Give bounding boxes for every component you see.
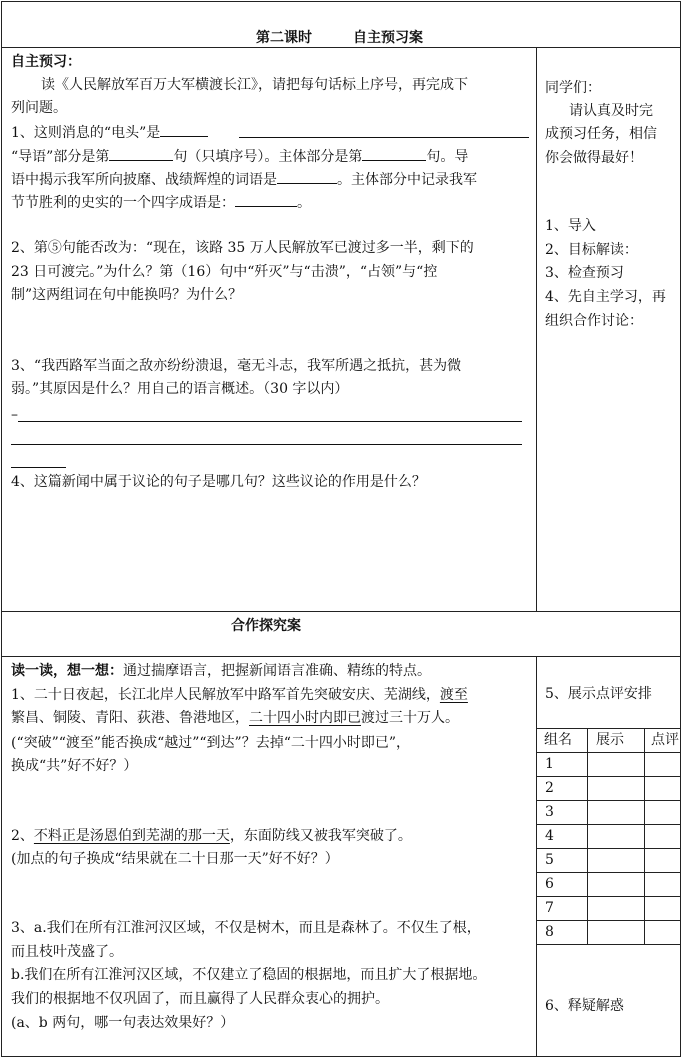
row-divider-3 <box>1 656 681 657</box>
item-3-line5: (a、b 两句，哪一句表达效果好？） <box>11 1015 235 1031</box>
answer-dash: – <box>11 407 18 423</box>
question-1-line2 <box>11 145 468 168</box>
sidebar-text-line2: 成预习任务，相信 <box>545 126 657 142</box>
question-1-text-c: 句（只填序号）。主体部分是第 <box>173 149 363 165</box>
sidebar-greeting: 同学们： <box>545 80 601 96</box>
item-1-underlined-a: 渡至 <box>439 687 468 703</box>
question-4: 4、这篇新闻中属于议论的句子是哪几句？这些议论的作用是什么？ <box>11 474 426 490</box>
question-3-line1: 3、“我西路军当面之敌亦纷纷溃退，毫无斗志，我军所遇之抵抗，甚为微 <box>11 358 462 374</box>
table-line <box>536 800 681 801</box>
item-1-line4: 换成“共”好不好？） <box>11 758 138 774</box>
table-row-group: 4 <box>545 828 554 844</box>
coop-heading-rest: 通过揣摩语言，把握新闻语言准确、精练的特点。 <box>123 663 431 679</box>
telegraph-head-long-blank[interactable] <box>239 137 529 138</box>
table-line <box>536 824 681 825</box>
group-table <box>536 728 681 946</box>
question-1-line3 <box>11 168 477 191</box>
step-3: 3、检查预习 <box>545 265 624 281</box>
table-line <box>536 920 681 921</box>
item-1-line3: (“突破”“渡至”能否换成“越过”“到达”？去掉“二十四小时即已”， <box>11 735 411 751</box>
item-3-line2: 而且枝叶茂盛了。 <box>11 944 123 960</box>
section-title-coop: 合作探究案 <box>231 618 301 634</box>
sidebar-text-line1: 请认真及时完 <box>569 103 653 119</box>
question-2-line3: 制”这两组词在句中能换吗？为什么？ <box>11 287 243 303</box>
border-left <box>1 1 2 1057</box>
table-line-bottom <box>536 944 681 945</box>
lesson-label: 第二课时 <box>256 30 312 46</box>
table-col-line-1 <box>587 728 588 945</box>
item-3-line4: 我们的根据地不仅巩固了，而且赢得了人民群众衷心的拥护。 <box>11 991 389 1007</box>
question-1-text-d: 句。导 <box>426 149 469 165</box>
item-2-text-c: ，东面防线又被我军突破了。 <box>229 828 412 844</box>
worksheet <box>1 1 681 1057</box>
step-6: 6、释疑解惑 <box>545 998 624 1014</box>
table-line <box>536 848 681 849</box>
table-line <box>536 776 681 777</box>
row-divider-2 <box>1 611 681 612</box>
step-4-line1: 4、先自主学习，再 <box>545 289 666 305</box>
table-row-group: 1 <box>545 756 554 772</box>
question-1-text-a: 1、这则消息的“电头”是 <box>11 125 161 141</box>
lead-words-blank[interactable] <box>277 168 337 184</box>
item-3-line3: b.我们在所有江淮河汉区域，不仅建立了稳固的根据地，而且扩大了根据地。 <box>11 967 487 983</box>
coop-heading <box>11 660 431 682</box>
item-2-underlined: 不料正是汤恩伯到芜湖的那一天 <box>33 828 230 844</box>
table-header-review-text: 点评 <box>651 732 679 748</box>
item-1-text-c: 渡过三十万人。 <box>361 710 459 726</box>
table-header-review <box>651 729 680 751</box>
table-line <box>536 752 681 753</box>
telegraph-head-blank[interactable] <box>160 121 208 137</box>
item-1-line1 <box>11 684 468 706</box>
item-1-line2 <box>11 707 459 729</box>
item-1-text-b: 繁昌、铜陵、青阳、荻港、鲁港地区， <box>11 710 249 726</box>
preview-intro-line1: 读《人民解放军百万大军横渡长江》，请把每句话标上序号，再完成下 <box>41 77 468 93</box>
table-line <box>536 896 681 897</box>
table-row-group: 2 <box>545 780 554 796</box>
question-1-text-b: “导语”部分是第 <box>11 149 110 165</box>
table-line <box>536 872 681 873</box>
item-2-text-a: 2、 <box>11 828 34 844</box>
column-divider-top <box>536 47 537 612</box>
preview-intro-line2: 列问题。 <box>11 100 67 116</box>
item-1-text-a: 1、二十日夜起，长江北岸人民解放军中路军首先突破安庆、芜湖线， <box>11 687 440 703</box>
table-row-group: 3 <box>545 804 554 820</box>
question-2-line2: 23 日可渡完。”为什么？第（16）句中“歼灭”与“击溃”，“占领”与“控 <box>11 264 438 280</box>
answer-line-3[interactable] <box>11 467 66 468</box>
item-1-underlined-b: 二十四小时内即已 <box>249 710 361 726</box>
step-2: 2、目标解读： <box>545 242 638 258</box>
table-header-group: 组名 <box>544 732 572 748</box>
table-row-group: 6 <box>545 876 554 892</box>
step-1: 1、导入 <box>545 218 596 234</box>
lead-sentence-blank[interactable] <box>109 145 173 161</box>
table-row-group: 5 <box>545 852 554 868</box>
table-col-line-2 <box>644 728 645 945</box>
row-divider-1 <box>1 47 681 48</box>
coop-heading-bold: 读一读，想一想： <box>11 663 123 679</box>
border-bottom <box>1 1056 681 1057</box>
preview-heading: 自主预习： <box>11 54 81 70</box>
item-3-line1: 3、a.我们在所有江淮河汉区域，不仅是树木，而且是森林了。不仅生了根， <box>11 920 481 936</box>
question-3-line2: 弱。”其原因是什么？用自己的语言概述。（30 字以内） <box>11 381 349 397</box>
item-2-line1 <box>11 825 412 847</box>
table-row-group: 7 <box>545 900 554 916</box>
answer-line-2[interactable] <box>11 444 522 445</box>
question-1-text-f: 。主体部分中记录我军 <box>337 172 477 188</box>
question-2-line1: 2、第⑤句能否改为：“现在，该路 35 万人民解放军已渡过多一半，剩下的 <box>11 240 474 256</box>
border-top <box>1 1 681 2</box>
step-5: 5、展示点评安排 <box>545 686 652 702</box>
question-1-text-h: 。 <box>297 195 311 211</box>
item-2-line2: (加点的句子换成“结果就在二十日那一天”好不好？） <box>11 851 339 867</box>
body-sentence-blank[interactable] <box>362 145 426 161</box>
question-1-text-g: 节节胜利的史实的一个四字成语是： <box>11 195 235 211</box>
question-1-line4 <box>11 191 311 214</box>
idiom-blank[interactable] <box>235 191 297 207</box>
table-header-show: 展示 <box>596 732 624 748</box>
question-1-text-e: 语中揭示我军所向披靡、战绩辉煌的词语是 <box>11 172 277 188</box>
sidebar-text-line3: 你会做得最好！ <box>545 150 643 166</box>
answer-line-1[interactable] <box>18 421 522 422</box>
step-4-line2: 组织合作讨论： <box>545 313 643 329</box>
question-1-line1 <box>11 121 208 144</box>
page-title: 自主预习案 <box>353 30 423 46</box>
table-row-group: 8 <box>545 924 554 940</box>
